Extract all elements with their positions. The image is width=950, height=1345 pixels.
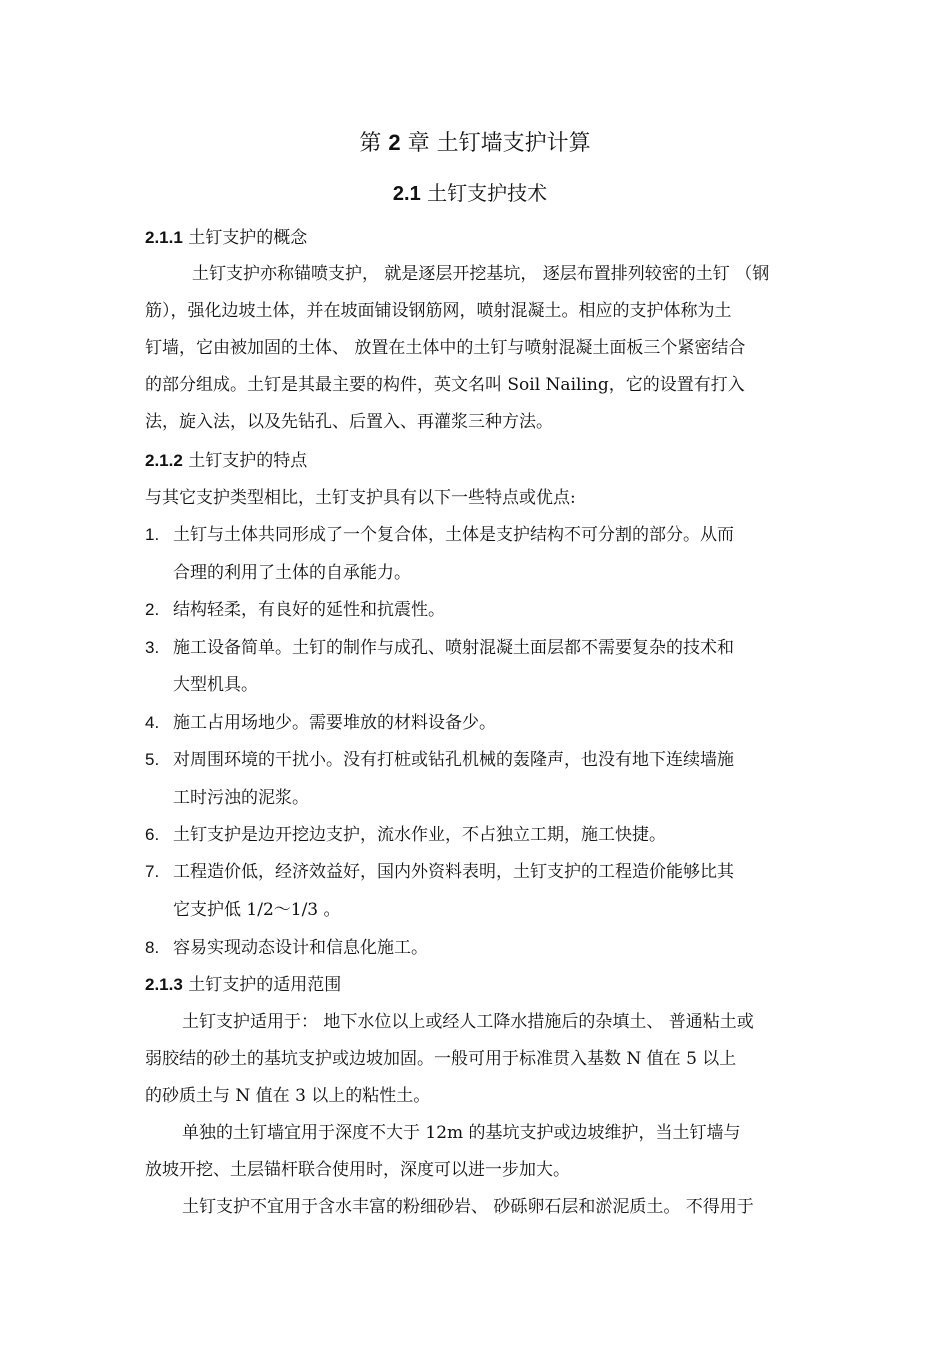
- subsection-number: 2.1.1: [145, 228, 183, 247]
- list-number: 3.: [145, 638, 160, 657]
- list-item: [145, 598, 815, 622]
- paragraph-line: 筋），强化边坡土体，并在坡面铺设钢筋网，喷射混凝土。相应的支护体称为土: [145, 301, 732, 321]
- list-number: 1.: [145, 525, 160, 544]
- section-number: 2.1: [392, 183, 421, 205]
- list-text: 结构轻柔，有良好的延性和抗震性。: [173, 600, 445, 620]
- subsection-label: 土钉支护的特点: [182, 451, 308, 471]
- paragraph-line: 土钉支护亦称锚喷支护， 就是逐层开挖基坑， 逐层布置排列较密的土钉 （钢: [192, 264, 770, 284]
- list-item: [145, 860, 815, 884]
- chapter-number: 2: [388, 130, 401, 155]
- paragraph-line: 弱胶结的砂土的基坑支护或边坡加固。一般可用于标准贯入基数 N 值在 5 以上: [145, 1049, 737, 1069]
- list-intro: 与其它支护类型相比，土钉支护具有以下一些特点或优点:: [145, 488, 576, 508]
- subsection-number: 2.1.3: [145, 975, 183, 994]
- subsection-2-1-3: [145, 973, 815, 997]
- list-text: 对周围环境的干扰小。没有打桩或钻孔机械的轰隆声，也没有地下连续墙施: [173, 750, 734, 770]
- subsection-2-1-1: [145, 226, 815, 250]
- paragraph-line: 放坡开挖、土层锚杆联合使用时，深度可以进一步加大。: [145, 1160, 570, 1180]
- list-number: 5.: [145, 750, 160, 769]
- paragraph-line: 钉墙，它由被加固的土体、 放置在土体中的土钉与喷射混凝土面板三个紧密结合: [145, 338, 746, 358]
- list-text: 土钉支护是边开挖边支护，流水作业，不占独立工期，施工快捷。: [173, 825, 666, 845]
- list-item: [145, 936, 815, 960]
- list-number: 7.: [145, 862, 160, 881]
- list-number: 2.: [145, 600, 160, 619]
- paragraph-line: 土钉支护不宜用于含水丰富的粉细砂岩、 砂砾卵石层和淤泥质土。 不得用于: [182, 1197, 754, 1217]
- subsection-label: 土钉支护的概念: [182, 228, 308, 248]
- subsection-label: 土钉支护的适用范围: [182, 975, 342, 995]
- list-item: [145, 823, 815, 847]
- list-number: 8.: [145, 938, 160, 957]
- list-item-continuation: 它支护低 1/2～1/3 。: [173, 900, 341, 920]
- subsection-2-1-2: [145, 449, 815, 473]
- paragraph-line: 的部分组成。土钉是其最主要的构件，英文名叫 Soil Nailing，它的设置有打入: [145, 375, 745, 395]
- list-item: [145, 711, 815, 735]
- list-text: 施工设备简单。土钉的制作与成孔、喷射混凝土面层都不需要复杂的技术和: [173, 638, 734, 658]
- section-label: 土钉支护技术: [420, 181, 548, 205]
- list-text: 施工占用场地少。需要堆放的材料设备少。: [173, 713, 496, 733]
- list-text: 土钉与土体共同形成了一个复合体，土体是支护结构不可分割的部分。从而: [173, 525, 734, 545]
- paragraph-line: 单独的土钉墙宜用于深度不大于 12m 的基坑支护或边坡维护，当土钉墙与: [182, 1123, 741, 1143]
- list-item-continuation: 合理的利用了土体的自承能力。: [173, 563, 411, 583]
- list-text: 工程造价低，经济效益好，国内外资料表明，土钉支护的工程造价能够比其: [173, 862, 734, 882]
- list-item: [145, 523, 815, 547]
- list-item-continuation: 工时污浊的泥浆。: [173, 788, 309, 808]
- paragraph-line: 土钉支护适用于： 地下水位以上或经人工降水措施后的杂填土、 普通粘土或: [182, 1012, 754, 1032]
- paragraph-line: 的砂质土与 N 值在 3 以上的粘性土。: [145, 1086, 431, 1106]
- list-item: [145, 748, 815, 772]
- list-text: 容易实现动态设计和信息化施工。: [173, 938, 428, 958]
- paragraph-line: 法，旋入法，以及先钻孔、后置入、再灌浆三种方法。: [145, 412, 553, 432]
- subsection-number: 2.1.2: [145, 451, 183, 470]
- list-number: 4.: [145, 713, 160, 732]
- chapter-suffix: 章 土钉墙支护计算: [407, 131, 591, 156]
- list-item: [145, 636, 815, 660]
- list-item-continuation: 大型机具。: [173, 675, 258, 695]
- chapter-prefix: 第: [359, 131, 382, 156]
- section-title: [0, 179, 940, 208]
- chapter-title: [0, 128, 950, 159]
- list-number: 6.: [145, 825, 160, 844]
